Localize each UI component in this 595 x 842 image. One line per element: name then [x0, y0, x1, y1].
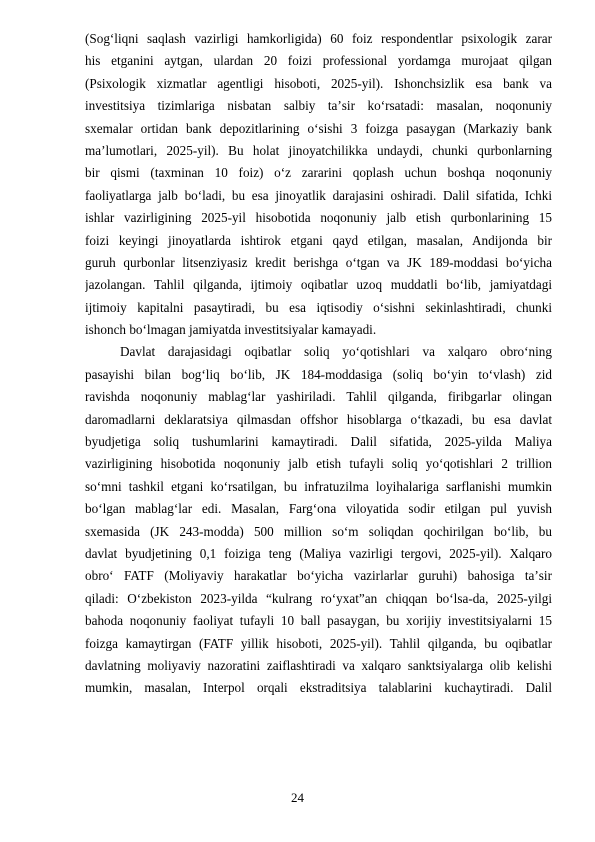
text-line: guruh qurbonlar litsenziyasiz kredit berishga oʻtgan va JK 189-moddasi boʻyicha	[85, 254, 552, 270]
text-line: davlatning moliyaviy nazoratini zaiflashtiradi va xalqaro sanktsiyalarga olib kelishi	[85, 657, 552, 673]
text-line: boʻlgan mablagʻlar edi. Masalan, Fargʻona viloyatida sodir etilgan pul yuvish	[85, 501, 552, 517]
text-line: investitsiya tizimlariga nisbatan salbiy taʼsir koʻrsatadi: masalan, noqonuniy	[85, 98, 552, 114]
text-line: byudjetiga soliq tushumlarini kamaytiradi. Dalil sifatida, 2025-yilda Maliya	[85, 434, 552, 450]
paragraph-1	[85, 28, 552, 341]
text-line: faoliyatlarga jalb boʻladi, bu esa jinoyatlik darajasini oshiradi. Dalil sifatida, Ichki	[85, 187, 552, 203]
text-line: soʻmni tashkil etgani koʻrsatilgan, bu infratuzilma loyihalariga sarflanishi mumkin	[85, 478, 552, 494]
body-text	[85, 28, 552, 700]
text-line: (Psixologik xizmatlar agentligi hisoboti, 2025-yil). Ishonchsizlik esa bank va	[85, 75, 552, 91]
text-line: sxemasida (JK 243-modda) 500 million soʻm soliqdan qochirilgan boʻlib, bu	[85, 523, 552, 539]
text-line: daromadlarni deklaratsiya qilmasdan offshor hisoblarga oʻtkazadi, bu esa davlat	[85, 411, 552, 427]
text-line: davlat byudjetining 0,1 foiziga teng (Maliya vazirligi tergovi, 2025-yil). Xalqaro	[85, 545, 552, 561]
page-number: 24	[291, 790, 304, 805]
text-line: ijtimoiy kapitalni pasaytiradi, bu esa iqtisodiy oʻsishni sekinlashtiradi, chunki	[85, 299, 552, 315]
text-line: Davlat darajasidagi oqibatlar soliq yoʻqotishlari va xalqaro obroʻning	[120, 344, 552, 360]
paragraph-2	[85, 341, 552, 699]
text-line: his etganini aytgan, ulardan 20 foizi professional yordamga murojaat qilgan	[85, 53, 552, 69]
text-line: jazolangan. Tahlil qilganda, ijtimoiy oqibatlar uzoq muddatli boʻlib, jamiyatdagi	[85, 277, 552, 293]
text-line: bahoda noqonuniy faoliyat tufayli 10 ball pasaygan, bu xorijiy investitsiyalarni 15	[85, 613, 552, 629]
text-line: ishlar vazirligining 2025-yil hisobotida noqonuniy jalb etish qurbonlarining 15	[85, 210, 552, 226]
text-line: ravishda noqonuniy mablagʻlar yashiriladi. Tahlil qilganda, firibgarlar olingan	[85, 389, 552, 405]
text-line: ishonch boʻlmagan jamiyatda investitsiyalar kamayadi.	[85, 322, 377, 338]
text-line: qiladi: Oʻzbekiston 2023-yilda “kulrang roʻyxat”an chiqqan boʻlsa-da, 2025-yilgi	[85, 590, 552, 606]
text-line: vazirligining hisobotida noqonuniy jalb etish tufayli soliq yoʻqotishlari 2 trillion	[85, 456, 552, 472]
text-line: mumkin, masalan, Interpol orqali ekstraditsiya talablarini kuchaytiradi. Dalil	[85, 680, 552, 696]
text-line: maʼlumotlari, 2025-yil). Bu holat jinoyatchilikka undaydi, chunki qurbonlarning	[85, 142, 552, 158]
text-line: (Sogʻliqni saqlash vazirligi hamkorligida) 60 foiz respondentlar psixologik zarar	[85, 31, 552, 46]
text-line: foizga kamaytirgan (FATF yillik hisoboti, 2025-yil). Tahlil qilganda, bu oqibatlar	[85, 635, 552, 651]
text-line: pasayishi bilan bogʻliq boʻlib, JK 184-moddasiga (soliq boʻyin toʻvlash) zid	[85, 366, 552, 382]
text-line: obroʻ FATF (Moliyaviy harakatlar boʻyicha vazirlarlar guruhi) bahosiga taʼsir	[85, 568, 552, 584]
text-line: bir qismi (taxminan 10 foiz) oʻz zararini qoplash uchun boshqa noqonuniy	[85, 165, 552, 181]
text-line: sxemalar ortidan bank depozitlarining oʻsishi 3 foizga pasaygan (Markaziy bank	[85, 120, 552, 136]
text-line: foizi keyingi jinoyatlarda ishtirok etgani qayd etilgan, masalan, Andijonda bir	[85, 232, 552, 248]
